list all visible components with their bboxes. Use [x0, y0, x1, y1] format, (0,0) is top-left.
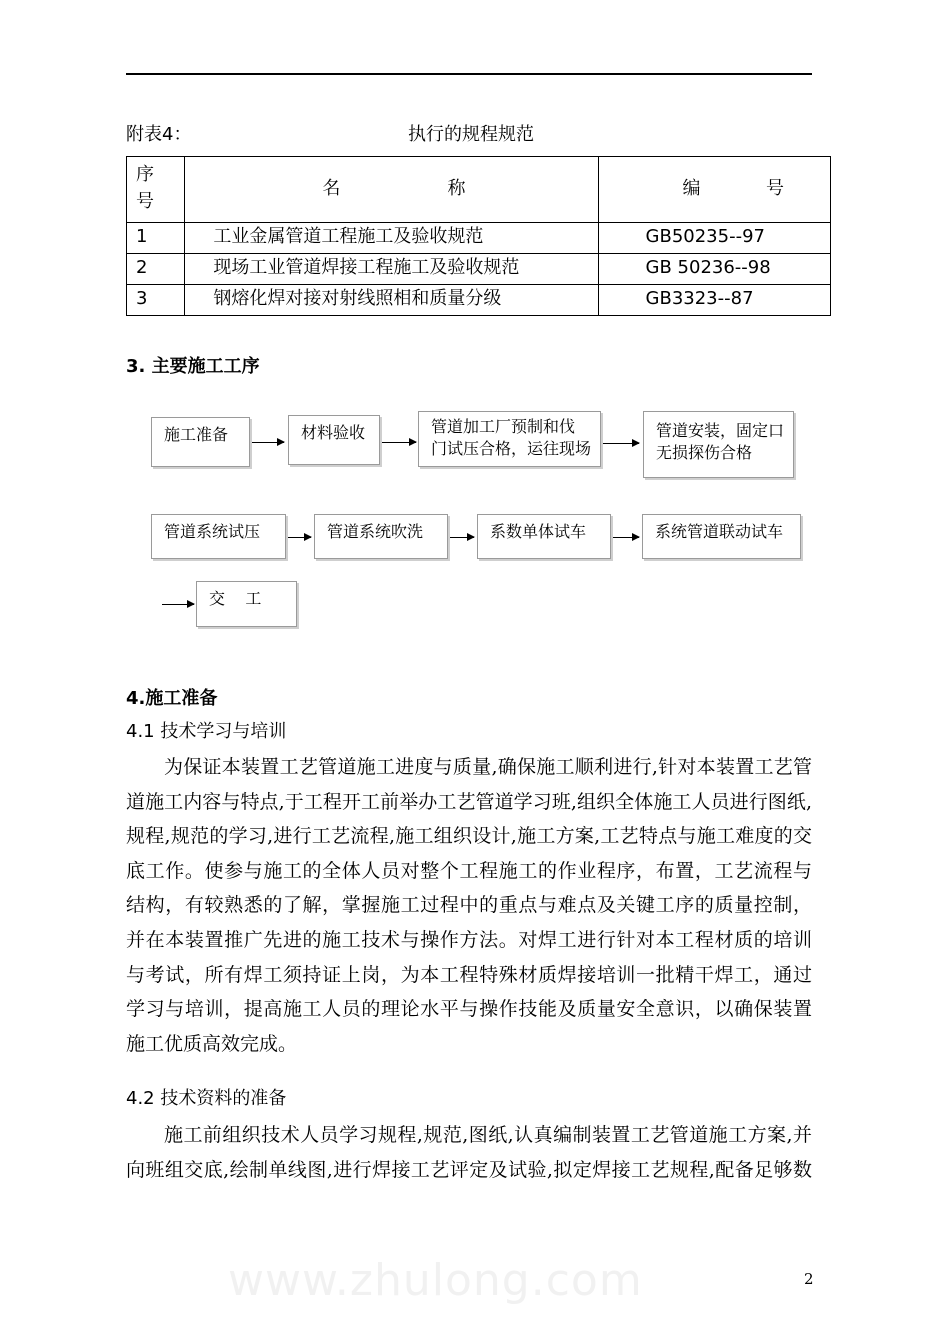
paragraph-line: 为保证本装置工艺管道施工进度与质量,确保施工顺利进行,针对本装置工艺管	[164, 756, 812, 778]
paragraph-line: 结构，有较熟悉的了解，掌握施工过程中的重点与难点及关键工序的质量控制，	[126, 894, 812, 917]
header-name	[185, 157, 598, 223]
flow-arrow	[603, 443, 639, 444]
flow-step-install-line2: 无损探伤合格	[656, 443, 753, 462]
flow-step-prepare: 施工准备	[151, 417, 250, 467]
paragraph-line: 与考试，所有焊工须持证上岗，为本工程特殊材质焊接培训一批精干焊工，通过	[126, 963, 812, 986]
flow-step-single-test: 系数单体试车	[477, 514, 611, 559]
section3-heading: 3. 主要施工工序	[126, 356, 260, 377]
subsection-4-2-heading: 4.2 技术资料的准备	[126, 1088, 287, 1109]
row-no: 3	[136, 288, 148, 309]
standards-table	[126, 156, 831, 316]
row-code: GB50235--97	[645, 226, 765, 247]
subsection-4-2-body	[126, 1118, 812, 1187]
row-no: 2	[136, 257, 148, 278]
table-row	[127, 285, 831, 316]
paragraph-line: 施工优质高效完成。	[126, 1032, 298, 1055]
flow-arrow	[613, 537, 639, 538]
flow-step-pressure-test: 管道系统试压	[151, 514, 286, 559]
flow-step-handover: 交 工	[196, 581, 297, 627]
table-header-row	[127, 157, 831, 223]
subsection-4-1-body	[126, 750, 812, 1061]
header-code-char2: 号	[766, 178, 784, 199]
subsection-4-1-heading: 4.1 技术学习与培训	[126, 721, 287, 742]
flow-arrow	[252, 442, 284, 443]
watermark: www.zhulong.com	[228, 1255, 643, 1306]
header-name-char2: 称	[447, 178, 466, 199]
header-code	[598, 157, 830, 223]
paragraph-line: 规程,规范的学习,进行工艺流程,施工组织设计,施工方案,工艺特点与施工难度的交	[126, 825, 812, 848]
flow-arrow	[382, 442, 416, 443]
paragraph-line: 向班组交底,绘制单线图,进行焊接工艺评定及试验,拟定焊接工艺规程,配备足够数	[126, 1158, 812, 1181]
paragraph-line: 施工前组织技术人员学习规程,规范,图纸,认真编制装置工艺管道施工方案,并	[164, 1124, 812, 1146]
page-number: 2	[804, 1270, 814, 1288]
row-name: 现场工业管道焊接工程施工及验收规范	[213, 257, 520, 278]
row-no: 1	[136, 226, 148, 247]
flow-arrow	[450, 537, 474, 538]
table-caption-label: 附表4：	[126, 124, 192, 145]
paragraph-line: 道施工内容与特点,于工程开工前举办工艺管道学习班,组织全体施工人员进行图纸,	[126, 790, 812, 813]
paragraph-line: 并在本装置推广先进的施工技术与操作方法。对焊工进行针对本工程材质的培训	[126, 928, 812, 951]
paragraph-line: 底工作。使参与施工的全体人员对整个工程施工的作业程序，布置，工艺流程与	[126, 859, 812, 882]
paragraph-line: 学习与培训，提高施工人员的理论水平与操作技能及质量安全意识，以确保装置	[126, 998, 812, 1021]
row-code: GB 50236--98	[645, 257, 771, 278]
flow-arrow	[162, 604, 194, 605]
row-code: GB3323--87	[645, 288, 754, 309]
row-name: 工业金属管道工程施工及验收规范	[213, 226, 484, 247]
flow-step-prefab-line2: 门试压合格，运往现场	[431, 439, 592, 458]
flow-step-prefab-line1: 管道加工厂预制和伐	[431, 417, 576, 436]
table-row	[127, 223, 831, 254]
flow-step-material-check: 材料验收	[288, 415, 380, 465]
header-rule	[126, 73, 812, 75]
flow-step-install-line1: 管道安装，固定口	[656, 421, 785, 440]
header-name-char1: 名	[322, 178, 341, 199]
header-code-char1: 编	[682, 178, 701, 199]
flow-step-flushing: 管道系统吹洗	[314, 514, 448, 559]
flow-step-joint-test: 系统管道联动试车	[642, 514, 801, 559]
flow-step-prefab	[418, 411, 601, 467]
table-row	[127, 254, 831, 285]
header-no-char1: 序	[136, 164, 154, 185]
table-caption-title: 执行的规程规范	[408, 124, 534, 145]
row-name: 钢熔化焊对接对射线照相和质量分级	[213, 288, 502, 309]
flow-step-install	[643, 411, 794, 478]
header-no-char2: 号	[136, 191, 154, 212]
header-no	[127, 157, 185, 223]
section4-heading: 4.施工准备	[126, 688, 218, 709]
flow-arrow	[288, 537, 311, 538]
